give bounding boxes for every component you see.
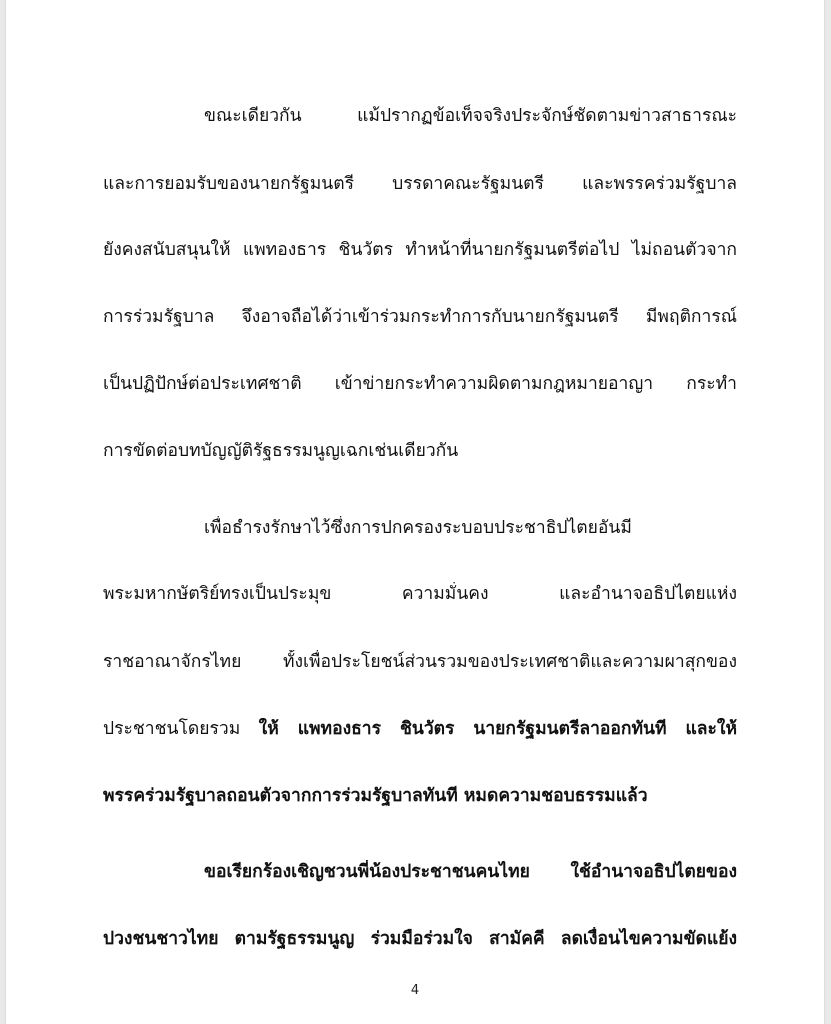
paragraph-2-line-4 <box>103 717 737 741</box>
paragraph-1-line-4: การร่วมรัฐบาล จึงอาจถือได้ว่าเข้าร่วมกระทำการกับนายกรัฐมนตรี มีพฤติการณ์ <box>103 307 737 327</box>
paragraph-1-line-3: ยังคงสนับสนุนให้ แพทองธาร ชินวัตร ทำหน้าที่นายกรัฐมนตรีต่อไป ไม่ถอนตัวจาก <box>103 240 737 260</box>
paragraph-1-line-6: การขัดต่อบทบัญญัติรัฐธรรมนูญเฉกเช่นเดียวกัน <box>103 441 459 461</box>
paragraph-3-line-1: ขอเรียกร้องเชิญชวนพี่น้องประชาชนคนไทย ใช้อำนาจอธิปไตยของ <box>204 862 737 882</box>
paragraph-2-line-2: พระมหากษัตริย์ทรงเป็นประมุข ความมั่นคง และอำนาจอธิปไตยแห่ง <box>103 584 737 604</box>
paragraph-2-line-4-bold: ให้ แพทองธาร ชินวัตร นายกรัฐมนตรีลาออกทันที และให้ <box>258 719 737 739</box>
paragraph-2-line-1: เพื่อธำรงรักษาไว้ซึ่งการปกครองระบอบประชาธิปไตยอันมี <box>204 518 632 538</box>
paragraph-1-line-5: เป็นปฏิปักษ์ต่อประเทศชาติ เข้าข่ายกระทำความผิดตามกฎหมายอาญา กระทำ <box>103 374 737 394</box>
paragraph-2-line-4-normal: ประชาชนโดยรวม <box>103 719 259 739</box>
paragraph-1-line-1: ขณะเดียวกัน แม้ปรากฏข้อเท็จจริงประจักษ์ชัดตามข่าวสาธารณะ <box>204 106 737 126</box>
paragraph-3-line-2: ปวงชนชาวไทย ตามรัฐธรรมนูญ ร่วมมือร่วมใจ สามัคคี ลดเงื่อนไขความขัดแย้ง <box>103 929 737 949</box>
paragraph-2-line-5: พรรคร่วมรัฐบาลถอนตัวจากการร่วมรัฐบาลทันที หมดความชอบธรรมแล้ว <box>103 786 648 806</box>
paragraph-1-line-2: และการยอมรับของนายกรัฐมนตรี บรรดาคณะรัฐมนตรี และพรรคร่วมรัฐบาล <box>103 174 737 194</box>
paragraph-2-line-3: ราชอาณาจักรไทย ทั้งเพื่อประโยชน์ส่วนรวมของประเทศชาติและความผาสุกของ <box>103 652 737 672</box>
document-page <box>6 0 824 1024</box>
page-number: 4 <box>410 983 420 998</box>
